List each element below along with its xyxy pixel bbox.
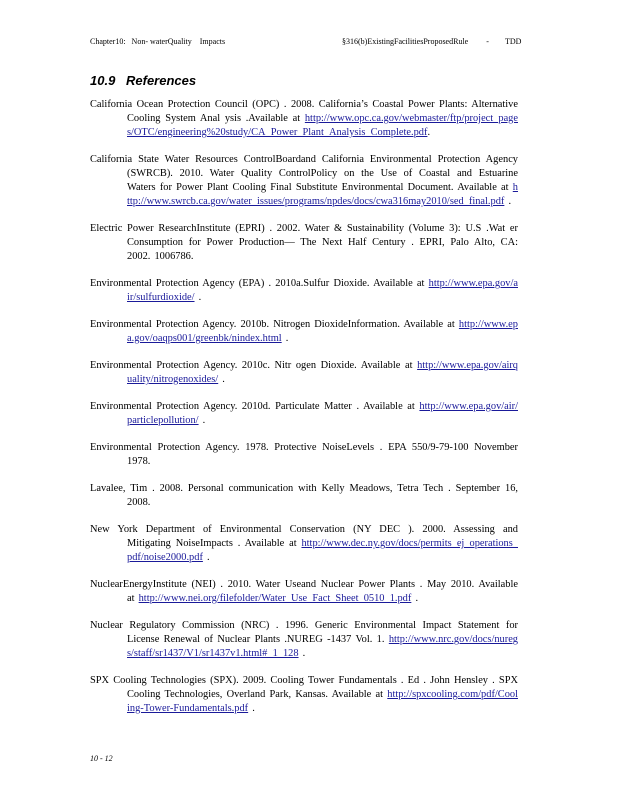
reference-end: . — [198, 415, 206, 426]
reference-entry — [90, 222, 518, 264]
reference-end: . — [194, 292, 202, 303]
reference-entry — [90, 482, 518, 510]
reference-end: . — [298, 648, 306, 659]
reference-entry — [90, 277, 518, 305]
reference-entry — [90, 98, 518, 140]
section-number: 10.9 — [90, 73, 116, 88]
reference-text: California Ocean Protection Council (OPC) . 2008. California’s Coastal Power Plants: Alternative Cooling System Anal ysis .Available at — [90, 99, 518, 124]
reference-text: Environmental Protection Agency. 2010d. Particulate Matter . Available at — [90, 401, 415, 412]
reference-link[interactable]: http://www.epa.gov/airquality/nitrogenoxides/ — [127, 360, 518, 385]
reference-link[interactable]: http://www.opc.ca.gov/webmaster/ftp/project_pages/OTC/engineering%20study/CA_Power_Plant_Analysis_Complete.pdf — [127, 113, 518, 138]
running-header-tdd: TDD — [505, 37, 522, 46]
reference-entry — [90, 619, 518, 661]
reference-end: . — [281, 333, 289, 344]
reference-entry — [90, 441, 518, 469]
section-heading — [90, 73, 196, 88]
reference-link[interactable]: http://www.nrc.gov/docs/nuregs/staff/sr1437/V1/sr1437v1.html#_1_128 — [127, 634, 518, 659]
reference-entry — [90, 523, 518, 565]
reference-text: Electric Power ResearchInstitute (EPRI) . 2002. Water & Sustainability (Volume 3): U.S .Wat er Consumption for Power Production— The Next Half Century . EPRI, Palo Alto, CA: 2002. 1006786. — [90, 223, 518, 262]
reference-link[interactable]: http://www.nei.org/filefolder/Water_Use_Fact_Sheet_0510_1.pdf — [138, 593, 412, 604]
reference-text: Lavalee, Tim . 2008. Personal communication with Kelly Meadows, Tetra Tech . September 16, 2008. — [90, 483, 518, 508]
reference-link[interactable]: http://www.epa.gov/air/particlepollution/ — [127, 401, 518, 426]
reference-entry — [90, 153, 518, 209]
reference-link[interactable]: http://www.epa.gov/air/sulfurdioxide/ — [127, 278, 518, 303]
reference-text: Environmental Protection Agency. 2010c. Nitr ogen Dioxide. Available at — [90, 360, 413, 371]
reference-entry — [90, 674, 518, 716]
running-header-chapter: Chapter10: Non- waterQuality Impacts — [90, 37, 226, 46]
reference-entry — [90, 400, 518, 428]
reference-entry — [90, 359, 518, 387]
reference-entry — [90, 318, 518, 346]
reference-text: Environmental Protection Agency (EPA) . 2010a.Sulfur Dioxide. Available at — [90, 278, 425, 289]
reference-list — [90, 98, 518, 729]
reference-end: . — [504, 196, 512, 207]
reference-text: California State Water Resources ControlBoardand California Environmental Protection Agency (SWRCB). 2010. Water Quality ControlPolicy on the Use of Coastal and Estuarine Waters for Power Plant Cooling Final Substitute Environmental Document. Available at — [90, 154, 518, 193]
page-number: 10 - 12 — [90, 754, 113, 763]
reference-text: NuclearEnergyInstitute (NEI) . 2010. Water Useand Nuclear Power Plants . May 2010. Available at — [90, 579, 518, 604]
reference-end: . — [411, 593, 419, 604]
reference-text: Nuclear Regulatory Commission (NRC) . 1996. Generic Environmental Impact Statement for License Renewal of Nuclear Plants .NUREG -1437 Vol. 1. — [90, 620, 518, 645]
reference-end: . — [218, 374, 225, 385]
reference-link[interactable]: http://www.swrcb.ca.gov/water_issues/programs/npdes/docs/cwa316may2010/sed_final.pdf — [127, 182, 518, 207]
reference-text: Environmental Protection Agency. 1978. Protective NoiseLevels . EPA 550/9-79-100 November 1978. — [90, 442, 518, 467]
reference-link[interactable]: http://www.dec.ny.gov/docs/permits_ej_operations_pdf/noise2000.pdf — [127, 538, 518, 563]
reference-entry — [90, 578, 518, 606]
reference-end: . — [427, 127, 431, 138]
reference-end: . — [248, 703, 255, 714]
reference-text: New York Department of Environmental Conservation (NY DEC ). 2000. Assessing and Mitigating NoiseImpacts . Available at — [90, 524, 518, 549]
reference-link[interactable]: http://spxcooling.com/pdf/Cooling-Tower-Fundamentals.pdf — [127, 689, 518, 714]
reference-text: SPX Cooling Technologies (SPX). 2009. Cooling Tower Fundamentals . Ed . John Hensley . SPX Cooling Technologies, Overland Park, Kansas. Available at — [90, 675, 518, 700]
running-header-rule: §316(b)ExistingFacilitiesProposedRule - — [342, 37, 489, 46]
reference-link[interactable]: http://www.epa.gov/oaqps001/greenbk/nindex.html — [127, 319, 518, 344]
reference-end: . — [202, 552, 210, 563]
section-title: References — [126, 73, 197, 88]
reference-text: Environmental Protection Agency. 2010b. Nitrogen DioxideInformation. Available at — [90, 319, 455, 330]
